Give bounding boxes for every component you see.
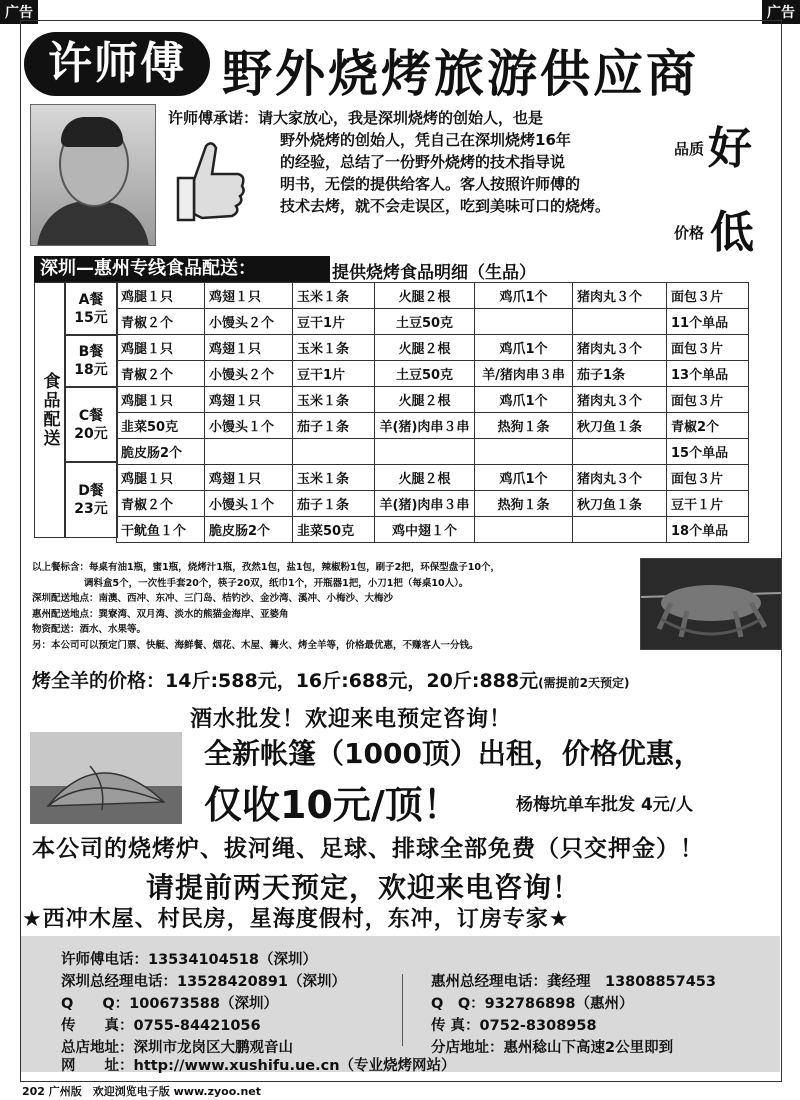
sz-manager-phone: 深圳总经理电话：13528420891（深圳） [61,974,346,990]
table-cell: 秋刀鱼１条 [573,491,667,517]
table-cell-total: 18个单品 [667,517,749,543]
table-cell: 火腿２根 [375,465,475,491]
table-cell: 茄子１条 [293,413,375,439]
meal-c-label: C餐 20元 [64,386,118,463]
owner-photo [30,104,156,246]
tent-rental: 全新帐篷（1000顶）出租，价格优惠， [204,737,702,770]
table-row [117,283,749,309]
table-cell [375,439,475,465]
website: 网 址：http://www.xushifu.ue.cn（专业烧烤网站） [61,1058,456,1074]
table-cell: 茄子1条 [573,361,667,387]
phone-xu: 许师傅电话：13534104518（深圳） [61,952,317,968]
roast-lamb-photo [640,558,782,650]
table-cell: 豆干1片 [293,309,375,335]
side-label: 食品配送 [34,282,66,538]
table-cell: 鸡中翅１个 [375,517,475,543]
table-cell: 鸡爪1个 [475,283,573,309]
hz-address: 分店地址：惠州稔山下高速2公里即到 [431,1040,674,1056]
lamb-price: 烤全羊的价格：14斤:588元，16斤:688元，20斤:888元(需提前2天预定) [32,670,630,692]
meal-a-label: A餐 15元 [64,282,118,336]
table-cell: 鸡翅１只 [205,335,293,361]
quality-mark: 好 [708,123,752,174]
table-row [117,517,749,543]
table-cell: 羊/猪肉串３串 [475,361,573,387]
contact-divider [402,974,403,1046]
tent-price: 仅收10元/顶！ [204,783,461,827]
table-cell: 羊(猪)肉串３串 [375,413,475,439]
quality-label: 品质 [674,140,705,158]
table-cell-total: 13个单品 [667,361,749,387]
table-row [117,387,749,413]
table-cell: 脆皮肠2个 [117,439,205,465]
table-cell: 鸡腿１只 [117,465,205,491]
bike-rental: 杨梅坑单车批发 4元/人 [516,795,693,815]
table-cell: 鸡爪1个 [475,465,573,491]
free-equipment: 本公司的烧烤炉、拔河绳、足球、排球全部免费（只交押金）！ [32,836,704,862]
table-cell: 玉米１条 [293,335,375,361]
table-cell: 土豆50克 [375,309,475,335]
hz-qq: Q Q：932786898（惠州） [431,996,634,1012]
ad-label-right: 广告 [762,0,800,24]
table-cell: 小馒头１个 [205,413,293,439]
table-cell: 鸡翅１只 [205,465,293,491]
table-cell: 火腿２根 [375,335,475,361]
table-cell [573,517,667,543]
table-cell: 火腿２根 [375,283,475,309]
table-cell: 鸡爪1个 [475,387,573,413]
table-cell: 玉米１条 [293,283,375,309]
menu-title: 提供烧烤食品明细（生品） [332,263,536,283]
table-cell: 鸡腿１只 [117,387,205,413]
table-cell: 玉米１条 [293,465,375,491]
table-cell: 韭菜50克 [293,517,375,543]
table-cell: 热狗１条 [475,413,573,439]
price-mark: 低 [710,207,754,258]
hz-fax: 传 真：0752-8308958 [431,1018,597,1034]
meal-b-label: B餐 18元 [64,334,118,388]
page-footer: 202 广州版 欢迎浏览电子版 www.zyoo.net [22,1085,261,1098]
table-row [117,335,749,361]
table-cell: 小馒头２个 [205,309,293,335]
table-cell: 青椒２个 [117,309,205,335]
delivery-bar: 深圳—惠州专线食品配送： [34,256,330,282]
table-cell-total: 面包３片 [667,387,749,413]
table-cell-total: 面包３片 [667,335,749,361]
table-cell: 青椒２个 [117,491,205,517]
sz-fax: 传 真：0755-84421056 [61,1018,261,1034]
headline: 野外烧烤旅游供应商 [222,45,699,103]
table-cell-total: 青椒2个 [667,413,749,439]
sz-qq: Q Q：100673588（深圳） [61,996,278,1012]
meal-d-label: D餐 23元 [64,461,118,538]
table-cell-total: 15个单品 [667,439,749,465]
table-cell: 韭菜50克 [117,413,205,439]
table-cell-total: 11个单品 [667,309,749,335]
table-cell: 火腿２根 [375,387,475,413]
brand-badge: 许师傅 [24,32,210,96]
wine-line: 酒水批发！欢迎来电预定咨询！ [190,707,513,732]
table-cell [573,309,667,335]
table-cell: 小馒头１个 [205,491,293,517]
table-cell: 鸡翅１只 [205,387,293,413]
table-cell [475,517,573,543]
table-cell [293,439,375,465]
table-cell-total: 面包３片 [667,465,749,491]
table-cell: 土豆50克 [375,361,475,387]
table-cell: 猪肉丸３个 [573,335,667,361]
table-cell: 鸡翅１只 [205,283,293,309]
table-cell: 脆皮肠2个 [205,517,293,543]
table-cell: 小馒头２个 [205,361,293,387]
sz-address: 总店地址：深圳市龙岗区大鹏观音山 [61,1040,293,1056]
table-cell: 猪肉丸３个 [573,283,667,309]
table-cell: 干鱿鱼１个 [117,517,205,543]
table-cell: 秋刀鱼１条 [573,413,667,439]
table-cell [475,439,573,465]
table-cell [475,309,573,335]
table-cell: 鸡爪1个 [475,335,573,361]
table-cell: 羊(猪)肉串３串 [375,491,475,517]
hz-manager-phone: 惠州总经理电话：龚经理 13808857453 [431,974,716,990]
table-cell: 玉米１条 [293,387,375,413]
table-cell [573,439,667,465]
table-row [117,413,749,439]
table-cell: 热狗１条 [475,491,573,517]
menu-table [116,282,749,543]
table-cell-total: 豆干１片 [667,491,749,517]
table-cell: 茄子１条 [293,491,375,517]
promise-text: 许师傅承诺：请大家放心，我是深圳烧烤的创始人，也是 野外烧烤的创始人，凭自己在深圳烧烤16年 的经验，总结了一份野外烧烤的技术指导说 明书，无偿的提供给客人。客人按照许师傅的 技术去烤，就不会走误区，吃到美味可口的烧烤。 [168,109,611,215]
table-row [117,361,749,387]
notes-block: 以上餐标含：每桌有油1瓶，蜜1瓶，烧烤汁1瓶，孜然1包，盐1包，辣椒粉1包，刷子2把，环保型盘子10个， 调料盒5个，一次性手套20个，筷子20双，纸巾1个，开瓶器1把，小刀1把（每桌10人）。 深圳配送地点：南澳、西冲、东冲、三门岛、桔钓沙、金沙湾、溪冲、小梅沙、大梅沙 惠州配送地点：巽寮湾、双月湾、淡水的熊猫金海岸、亚婆角 物资配送：酒水、水果等。 另：本公司可以预定门票、快艇、海鲜餐、烟花、木屋、篝火、烤全羊等，价格最优惠，不赚客人一分钱。 [32,562,500,651]
table-row [117,439,749,465]
table-cell [205,439,293,465]
table-row [117,465,749,491]
table-row [117,491,749,517]
table-cell: 鸡腿１只 [117,335,205,361]
rooms-line: ★西冲木屋、村民房，星海度假村，东冲，订房专家★ [22,907,570,932]
table-cell: 猪肉丸３个 [573,465,667,491]
table-cell-total: 面包３片 [667,283,749,309]
table-cell: 鸡腿１只 [117,283,205,309]
booking-line: 请提前两天预定，欢迎来电咨询！ [146,871,582,904]
table-row [117,309,749,335]
table-cell: 猪肉丸３个 [573,387,667,413]
table-cell: 豆干1片 [293,361,375,387]
contact-panel [21,936,780,1072]
ad-label-left: 广告 [0,0,38,24]
table-cell: 青椒２个 [117,361,205,387]
tent-photo [30,732,182,824]
price-label: 价格 [674,224,705,242]
